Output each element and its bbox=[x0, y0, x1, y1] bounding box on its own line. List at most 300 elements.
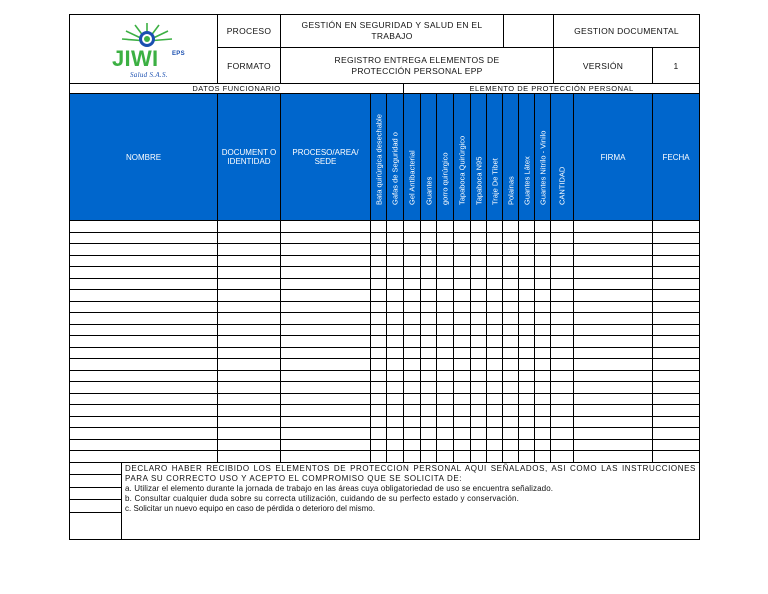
table-row[interactable] bbox=[70, 255, 700, 267]
table-cell[interactable] bbox=[404, 313, 421, 325]
table-cell[interactable] bbox=[404, 324, 421, 336]
table-cell[interactable] bbox=[574, 416, 653, 428]
table-cell[interactable] bbox=[421, 439, 437, 451]
table-cell[interactable] bbox=[487, 382, 503, 394]
table-cell[interactable] bbox=[218, 347, 281, 359]
table-cell[interactable] bbox=[371, 405, 387, 417]
table-cell[interactable] bbox=[437, 244, 454, 256]
table-cell[interactable] bbox=[404, 232, 421, 244]
table-cell[interactable] bbox=[653, 313, 700, 325]
table-cell[interactable] bbox=[535, 416, 551, 428]
table-cell[interactable] bbox=[535, 451, 551, 463]
table-cell[interactable] bbox=[487, 416, 503, 428]
table-cell[interactable] bbox=[421, 359, 437, 371]
table-cell[interactable] bbox=[70, 428, 218, 440]
table-cell[interactable] bbox=[437, 382, 454, 394]
table-cell[interactable] bbox=[535, 347, 551, 359]
table-cell[interactable] bbox=[574, 324, 653, 336]
table-cell[interactable] bbox=[404, 451, 421, 463]
table-cell[interactable] bbox=[487, 324, 503, 336]
table-cell[interactable] bbox=[487, 313, 503, 325]
table-cell[interactable] bbox=[519, 255, 535, 267]
table-cell[interactable] bbox=[387, 290, 404, 302]
table-cell[interactable] bbox=[653, 439, 700, 451]
table-cell[interactable] bbox=[70, 382, 218, 394]
table-cell[interactable] bbox=[218, 221, 281, 233]
table-cell[interactable] bbox=[551, 324, 574, 336]
table-cell[interactable] bbox=[551, 278, 574, 290]
table-cell[interactable] bbox=[454, 416, 471, 428]
table-cell[interactable] bbox=[437, 393, 454, 405]
table-cell[interactable] bbox=[454, 370, 471, 382]
table-cell[interactable] bbox=[70, 301, 218, 313]
table-cell[interactable] bbox=[574, 232, 653, 244]
table-cell[interactable] bbox=[404, 359, 421, 371]
table-cell[interactable] bbox=[471, 336, 487, 348]
table-cell[interactable] bbox=[218, 382, 281, 394]
table-cell[interactable] bbox=[471, 313, 487, 325]
table-cell[interactable] bbox=[70, 244, 218, 256]
table-cell[interactable] bbox=[387, 370, 404, 382]
table-cell[interactable] bbox=[371, 451, 387, 463]
table-cell[interactable] bbox=[70, 255, 218, 267]
table-cell[interactable] bbox=[503, 428, 519, 440]
table-cell[interactable] bbox=[653, 267, 700, 279]
table-cell[interactable] bbox=[487, 405, 503, 417]
table-cell[interactable] bbox=[218, 301, 281, 313]
table-cell[interactable] bbox=[454, 221, 471, 233]
table-cell[interactable] bbox=[281, 428, 371, 440]
table-cell[interactable] bbox=[574, 428, 653, 440]
table-cell[interactable] bbox=[653, 244, 700, 256]
table-cell[interactable] bbox=[503, 405, 519, 417]
table-cell[interactable] bbox=[551, 451, 574, 463]
table-cell[interactable] bbox=[421, 301, 437, 313]
table-cell[interactable] bbox=[70, 278, 218, 290]
table-cell[interactable] bbox=[454, 359, 471, 371]
table-cell[interactable] bbox=[218, 370, 281, 382]
table-cell[interactable] bbox=[454, 393, 471, 405]
table-cell[interactable] bbox=[487, 290, 503, 302]
table-cell[interactable] bbox=[471, 428, 487, 440]
table-cell[interactable] bbox=[574, 267, 653, 279]
table-row[interactable] bbox=[70, 336, 700, 348]
table-cell[interactable] bbox=[519, 313, 535, 325]
table-cell[interactable] bbox=[535, 405, 551, 417]
table-cell[interactable] bbox=[535, 313, 551, 325]
table-cell[interactable] bbox=[503, 313, 519, 325]
table-cell[interactable] bbox=[70, 232, 218, 244]
table-cell[interactable] bbox=[371, 301, 387, 313]
table-row[interactable] bbox=[70, 301, 700, 313]
table-cell[interactable] bbox=[70, 313, 218, 325]
table-cell[interactable] bbox=[218, 267, 281, 279]
table-cell[interactable] bbox=[653, 370, 700, 382]
table-cell[interactable] bbox=[454, 324, 471, 336]
table-cell[interactable] bbox=[471, 290, 487, 302]
table-cell[interactable] bbox=[218, 451, 281, 463]
table-cell[interactable] bbox=[421, 336, 437, 348]
table-cell[interactable] bbox=[519, 267, 535, 279]
table-cell[interactable] bbox=[70, 290, 218, 302]
table-row[interactable] bbox=[70, 416, 700, 428]
table-cell[interactable] bbox=[574, 370, 653, 382]
table-cell[interactable] bbox=[371, 359, 387, 371]
table-cell[interactable] bbox=[404, 278, 421, 290]
table-cell[interactable] bbox=[70, 451, 218, 463]
table-cell[interactable] bbox=[487, 451, 503, 463]
table-cell[interactable] bbox=[487, 244, 503, 256]
table-cell[interactable] bbox=[371, 313, 387, 325]
table-cell[interactable] bbox=[371, 324, 387, 336]
table-cell[interactable] bbox=[218, 255, 281, 267]
table-cell[interactable] bbox=[653, 278, 700, 290]
table-cell[interactable] bbox=[519, 290, 535, 302]
table-cell[interactable] bbox=[281, 405, 371, 417]
table-cell[interactable] bbox=[487, 439, 503, 451]
table-cell[interactable] bbox=[437, 439, 454, 451]
table-cell[interactable] bbox=[437, 405, 454, 417]
table-cell[interactable] bbox=[503, 370, 519, 382]
table-cell[interactable] bbox=[421, 382, 437, 394]
table-cell[interactable] bbox=[574, 221, 653, 233]
table-cell[interactable] bbox=[653, 405, 700, 417]
table-cell[interactable] bbox=[551, 301, 574, 313]
table-cell[interactable] bbox=[471, 232, 487, 244]
table-cell[interactable] bbox=[471, 244, 487, 256]
table-cell[interactable] bbox=[487, 359, 503, 371]
table-cell[interactable] bbox=[574, 313, 653, 325]
table-cell[interactable] bbox=[503, 267, 519, 279]
table-cell[interactable] bbox=[519, 244, 535, 256]
table-cell[interactable] bbox=[404, 244, 421, 256]
table-cell[interactable] bbox=[454, 347, 471, 359]
table-cell[interactable] bbox=[371, 255, 387, 267]
table-cell[interactable] bbox=[535, 439, 551, 451]
table-cell[interactable] bbox=[574, 290, 653, 302]
table-cell[interactable] bbox=[551, 221, 574, 233]
table-cell[interactable] bbox=[281, 439, 371, 451]
table-cell[interactable] bbox=[574, 405, 653, 417]
table-cell[interactable] bbox=[653, 359, 700, 371]
table-cell[interactable] bbox=[421, 232, 437, 244]
table-cell[interactable] bbox=[404, 347, 421, 359]
table-cell[interactable] bbox=[421, 451, 437, 463]
table-cell[interactable] bbox=[519, 301, 535, 313]
table-cell[interactable] bbox=[218, 290, 281, 302]
table-cell[interactable] bbox=[551, 347, 574, 359]
table-cell[interactable] bbox=[404, 255, 421, 267]
table-cell[interactable] bbox=[437, 267, 454, 279]
table-cell[interactable] bbox=[487, 393, 503, 405]
table-cell[interactable] bbox=[437, 347, 454, 359]
table-cell[interactable] bbox=[404, 336, 421, 348]
table-row[interactable] bbox=[70, 324, 700, 336]
table-cell[interactable] bbox=[70, 370, 218, 382]
table-cell[interactable] bbox=[535, 428, 551, 440]
table-cell[interactable] bbox=[371, 347, 387, 359]
table-cell[interactable] bbox=[218, 405, 281, 417]
table-row[interactable] bbox=[70, 451, 700, 463]
table-cell[interactable] bbox=[218, 336, 281, 348]
table-cell[interactable] bbox=[471, 451, 487, 463]
table-cell[interactable] bbox=[437, 221, 454, 233]
table-cell[interactable] bbox=[487, 336, 503, 348]
table-cell[interactable] bbox=[437, 359, 454, 371]
table-cell[interactable] bbox=[503, 244, 519, 256]
table-row[interactable] bbox=[70, 232, 700, 244]
table-cell[interactable] bbox=[404, 370, 421, 382]
table-cell[interactable] bbox=[519, 405, 535, 417]
table-cell[interactable] bbox=[574, 336, 653, 348]
table-cell[interactable] bbox=[519, 382, 535, 394]
table-cell[interactable] bbox=[519, 416, 535, 428]
table-cell[interactable] bbox=[487, 370, 503, 382]
table-cell[interactable] bbox=[371, 221, 387, 233]
table-cell[interactable] bbox=[454, 278, 471, 290]
table-cell[interactable] bbox=[535, 255, 551, 267]
table-cell[interactable] bbox=[574, 382, 653, 394]
table-cell[interactable] bbox=[437, 416, 454, 428]
table-cell[interactable] bbox=[653, 393, 700, 405]
table-cell[interactable] bbox=[404, 393, 421, 405]
table-cell[interactable] bbox=[503, 255, 519, 267]
table-row[interactable] bbox=[70, 428, 700, 440]
table-cell[interactable] bbox=[454, 232, 471, 244]
table-cell[interactable] bbox=[454, 336, 471, 348]
table-cell[interactable] bbox=[519, 439, 535, 451]
table-cell[interactable] bbox=[519, 451, 535, 463]
table-cell[interactable] bbox=[437, 301, 454, 313]
table-cell[interactable] bbox=[551, 428, 574, 440]
table-cell[interactable] bbox=[503, 232, 519, 244]
table-cell[interactable] bbox=[551, 255, 574, 267]
table-cell[interactable] bbox=[653, 301, 700, 313]
table-cell[interactable] bbox=[471, 255, 487, 267]
table-cell[interactable] bbox=[653, 221, 700, 233]
table-cell[interactable] bbox=[454, 255, 471, 267]
table-cell[interactable] bbox=[487, 347, 503, 359]
table-cell[interactable] bbox=[535, 324, 551, 336]
table-cell[interactable] bbox=[421, 405, 437, 417]
table-cell[interactable] bbox=[471, 416, 487, 428]
table-cell[interactable] bbox=[387, 451, 404, 463]
table-row[interactable] bbox=[70, 439, 700, 451]
table-cell[interactable] bbox=[454, 267, 471, 279]
table-cell[interactable] bbox=[404, 416, 421, 428]
table-cell[interactable] bbox=[454, 301, 471, 313]
table-cell[interactable] bbox=[551, 405, 574, 417]
table-cell[interactable] bbox=[454, 439, 471, 451]
table-cell[interactable] bbox=[574, 255, 653, 267]
table-cell[interactable] bbox=[437, 278, 454, 290]
table-cell[interactable] bbox=[535, 382, 551, 394]
table-row[interactable] bbox=[70, 244, 700, 256]
table-cell[interactable] bbox=[574, 301, 653, 313]
table-cell[interactable] bbox=[281, 336, 371, 348]
table-cell[interactable] bbox=[653, 255, 700, 267]
table-cell[interactable] bbox=[471, 324, 487, 336]
table-cell[interactable] bbox=[404, 221, 421, 233]
table-cell[interactable] bbox=[519, 324, 535, 336]
table-cell[interactable] bbox=[421, 290, 437, 302]
table-row[interactable] bbox=[70, 393, 700, 405]
table-cell[interactable] bbox=[281, 267, 371, 279]
table-row[interactable] bbox=[70, 278, 700, 290]
table-cell[interactable] bbox=[404, 382, 421, 394]
table-cell[interactable] bbox=[519, 336, 535, 348]
table-cell[interactable] bbox=[421, 255, 437, 267]
table-cell[interactable] bbox=[551, 313, 574, 325]
table-cell[interactable] bbox=[371, 439, 387, 451]
table-cell[interactable] bbox=[519, 278, 535, 290]
table-cell[interactable] bbox=[437, 324, 454, 336]
table-cell[interactable] bbox=[218, 244, 281, 256]
table-cell[interactable] bbox=[503, 382, 519, 394]
table-cell[interactable] bbox=[653, 428, 700, 440]
table-cell[interactable] bbox=[371, 393, 387, 405]
table-cell[interactable] bbox=[281, 393, 371, 405]
table-cell[interactable] bbox=[387, 416, 404, 428]
table-cell[interactable] bbox=[404, 290, 421, 302]
table-cell[interactable] bbox=[653, 382, 700, 394]
table-cell[interactable] bbox=[421, 278, 437, 290]
table-cell[interactable] bbox=[503, 301, 519, 313]
table-cell[interactable] bbox=[421, 393, 437, 405]
table-cell[interactable] bbox=[471, 405, 487, 417]
table-cell[interactable] bbox=[551, 416, 574, 428]
table-cell[interactable] bbox=[535, 232, 551, 244]
table-cell[interactable] bbox=[535, 393, 551, 405]
table-cell[interactable] bbox=[471, 439, 487, 451]
table-cell[interactable] bbox=[503, 393, 519, 405]
table-cell[interactable] bbox=[218, 416, 281, 428]
table-cell[interactable] bbox=[503, 439, 519, 451]
table-cell[interactable] bbox=[404, 405, 421, 417]
table-row[interactable] bbox=[70, 267, 700, 279]
table-cell[interactable] bbox=[503, 221, 519, 233]
table-cell[interactable] bbox=[487, 232, 503, 244]
table-cell[interactable] bbox=[371, 428, 387, 440]
table-cell[interactable] bbox=[519, 232, 535, 244]
table-cell[interactable] bbox=[519, 393, 535, 405]
table-cell[interactable] bbox=[387, 405, 404, 417]
table-cell[interactable] bbox=[487, 267, 503, 279]
table-cell[interactable] bbox=[437, 336, 454, 348]
table-cell[interactable] bbox=[70, 324, 218, 336]
table-cell[interactable] bbox=[535, 336, 551, 348]
table-cell[interactable] bbox=[387, 301, 404, 313]
table-cell[interactable] bbox=[371, 278, 387, 290]
table-cell[interactable] bbox=[551, 370, 574, 382]
table-cell[interactable] bbox=[454, 313, 471, 325]
table-cell[interactable] bbox=[421, 428, 437, 440]
table-cell[interactable] bbox=[371, 382, 387, 394]
table-cell[interactable] bbox=[574, 393, 653, 405]
table-cell[interactable] bbox=[281, 359, 371, 371]
table-cell[interactable] bbox=[551, 382, 574, 394]
table-cell[interactable] bbox=[535, 244, 551, 256]
table-cell[interactable] bbox=[387, 324, 404, 336]
table-cell[interactable] bbox=[454, 451, 471, 463]
table-cell[interactable] bbox=[218, 324, 281, 336]
table-cell[interactable] bbox=[503, 359, 519, 371]
table-cell[interactable] bbox=[535, 301, 551, 313]
table-cell[interactable] bbox=[281, 370, 371, 382]
table-cell[interactable] bbox=[535, 370, 551, 382]
table-cell[interactable] bbox=[471, 347, 487, 359]
table-cell[interactable] bbox=[281, 313, 371, 325]
table-cell[interactable] bbox=[653, 324, 700, 336]
table-cell[interactable] bbox=[551, 439, 574, 451]
table-cell[interactable] bbox=[519, 221, 535, 233]
table-cell[interactable] bbox=[371, 267, 387, 279]
table-cell[interactable] bbox=[454, 428, 471, 440]
table-cell[interactable] bbox=[281, 301, 371, 313]
table-cell[interactable] bbox=[471, 382, 487, 394]
table-cell[interactable] bbox=[471, 359, 487, 371]
table-cell[interactable] bbox=[503, 290, 519, 302]
table-cell[interactable] bbox=[653, 232, 700, 244]
table-row[interactable] bbox=[70, 405, 700, 417]
table-cell[interactable] bbox=[281, 244, 371, 256]
table-cell[interactable] bbox=[437, 451, 454, 463]
table-cell[interactable] bbox=[421, 267, 437, 279]
table-cell[interactable] bbox=[471, 370, 487, 382]
table-cell[interactable] bbox=[421, 313, 437, 325]
table-cell[interactable] bbox=[519, 359, 535, 371]
table-cell[interactable] bbox=[281, 347, 371, 359]
table-cell[interactable] bbox=[421, 347, 437, 359]
table-cell[interactable] bbox=[471, 267, 487, 279]
table-cell[interactable] bbox=[574, 451, 653, 463]
table-cell[interactable] bbox=[70, 405, 218, 417]
table-cell[interactable] bbox=[487, 278, 503, 290]
table-cell[interactable] bbox=[281, 416, 371, 428]
table-cell[interactable] bbox=[437, 428, 454, 440]
table-cell[interactable] bbox=[387, 382, 404, 394]
table-cell[interactable] bbox=[551, 393, 574, 405]
table-cell[interactable] bbox=[503, 451, 519, 463]
table-cell[interactable] bbox=[281, 232, 371, 244]
table-cell[interactable] bbox=[519, 347, 535, 359]
table-cell[interactable] bbox=[387, 267, 404, 279]
table-cell[interactable] bbox=[503, 324, 519, 336]
table-cell[interactable] bbox=[218, 232, 281, 244]
table-cell[interactable] bbox=[574, 244, 653, 256]
table-cell[interactable] bbox=[487, 255, 503, 267]
table-cell[interactable] bbox=[281, 382, 371, 394]
table-row[interactable] bbox=[70, 347, 700, 359]
table-cell[interactable] bbox=[551, 336, 574, 348]
table-row[interactable] bbox=[70, 382, 700, 394]
table-row[interactable] bbox=[70, 313, 700, 325]
table-cell[interactable] bbox=[653, 347, 700, 359]
table-cell[interactable] bbox=[574, 439, 653, 451]
table-cell[interactable] bbox=[574, 347, 653, 359]
table-cell[interactable] bbox=[551, 244, 574, 256]
table-cell[interactable] bbox=[281, 278, 371, 290]
table-cell[interactable] bbox=[503, 416, 519, 428]
table-cell[interactable] bbox=[437, 313, 454, 325]
table-cell[interactable] bbox=[471, 278, 487, 290]
table-cell[interactable] bbox=[70, 221, 218, 233]
table-cell[interactable] bbox=[218, 439, 281, 451]
table-cell[interactable] bbox=[551, 267, 574, 279]
table-cell[interactable] bbox=[70, 267, 218, 279]
table-cell[interactable] bbox=[371, 336, 387, 348]
table-cell[interactable] bbox=[519, 428, 535, 440]
